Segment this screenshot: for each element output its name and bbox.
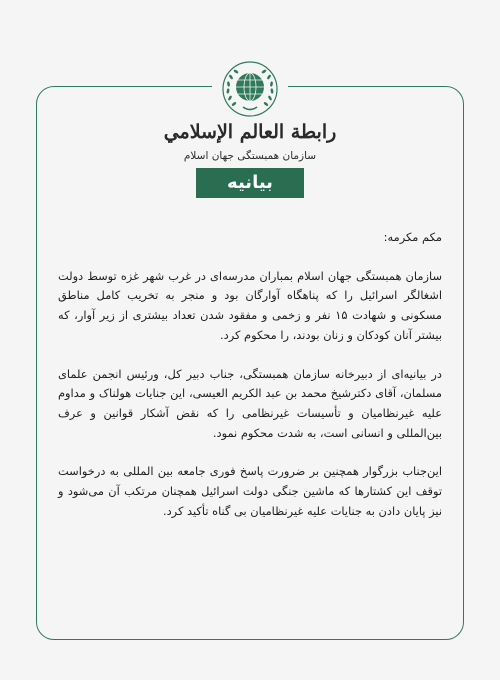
logo-persian-name: سازمان همبستگی جهان اسلام [183, 150, 317, 162]
statement-title-badge: بیانیه [196, 168, 304, 198]
logo-arabic-name: رابطة العالم الإسلامي [163, 121, 337, 143]
statement-body [58, 228, 442, 540]
paragraph-1: سازمان همبستگی جهان اسلام بمباران مدرسه‌ای در غرب شهر غزه توسط دولت اشغالگر اسرائیل را که پناهگاه آوارگان بود و منجر به تخریب کامل مناطق مسکونی و شهادت ۱۵ نفر و زخمی و مفقود شدن تعداد بیشتری از زیر آوار، که بیشتر آنان کودکان و زنان بودند، را محکوم کرد. [58, 268, 442, 342]
salutation: مکم مکرمه: [383, 230, 442, 244]
globe-emblem-icon [221, 60, 279, 118]
paragraph-3: این‌جناب بزرگوار همچنین بر ضرورت پاسخ فوری جامعه بین المللی به درخواست توقف این کشتارها که ماشین جنگی دولت اسرائیل همچنان مرتکب آن می‌شود و نیز پایان دادن به جنایات علیه غیرنظامیان بی گناه تأکید کرد. [58, 464, 442, 518]
paragraph-2: در بیانیه‌ای از دبیرخانه سازمان همبستگی، جناب دبیر کل، ورئیس انجمن علمای مسلمان، آقای دکترشیخ محمد بن عبد الکریم العیسی، این جنایات هولناک و مداوم علیه غیرنظامیان و تأسیسات غیرنظامی را که نقض آشکار قوانین و عرف بین‌المللی و انسانی است، به شدت محکوم نمود. [58, 366, 442, 440]
